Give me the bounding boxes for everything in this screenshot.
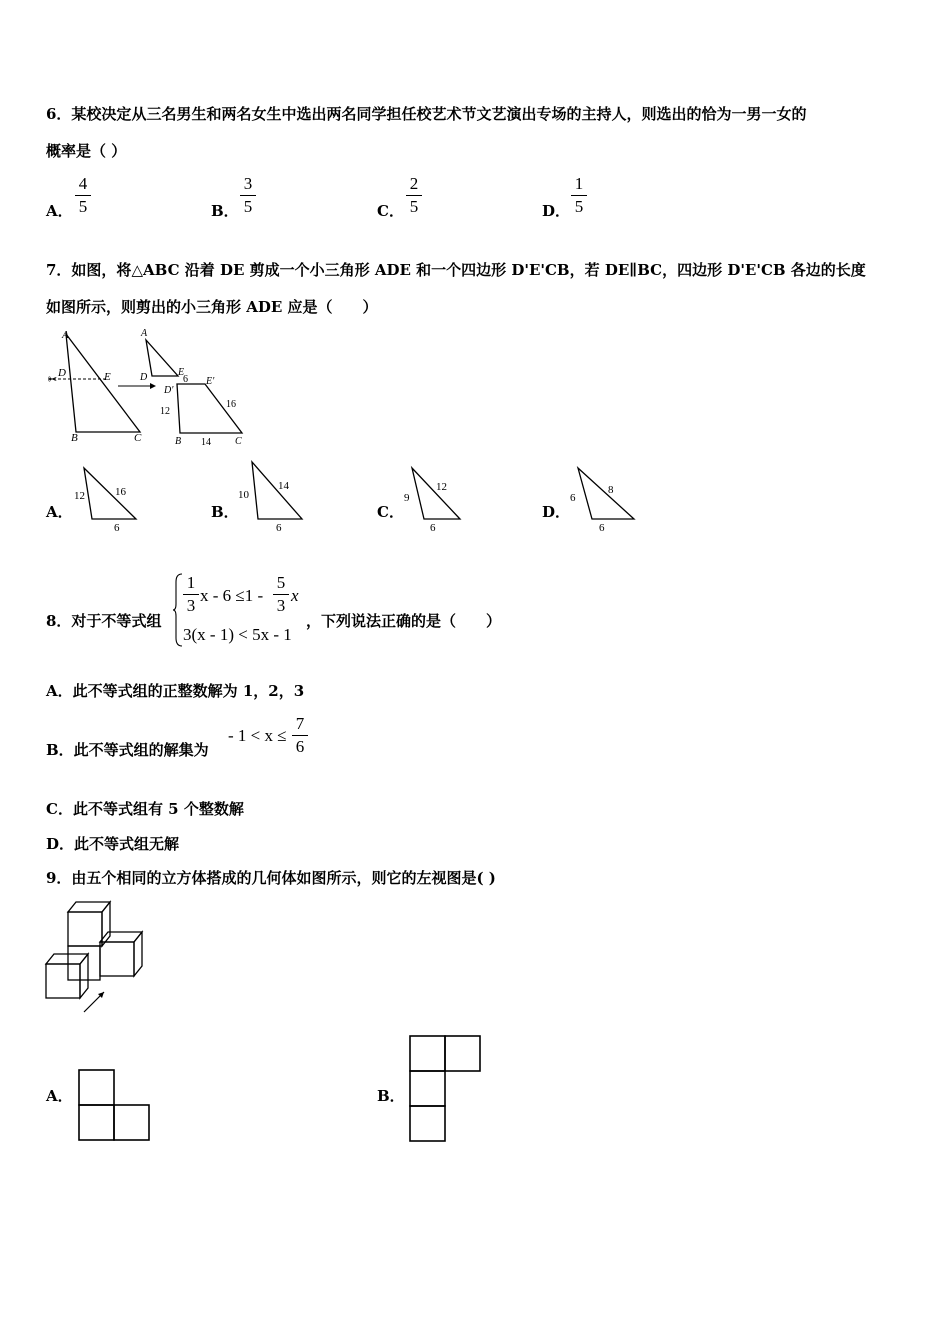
svg-text:16: 16 bbox=[115, 486, 126, 498]
svg-text:12: 12 bbox=[74, 490, 85, 502]
svg-text:14: 14 bbox=[278, 480, 289, 492]
q8-option-c[interactable]: C．此不等式组有 5 个整数解 bbox=[46, 800, 244, 818]
fraction: 2 5 bbox=[406, 174, 422, 217]
q8-suffix: ，下列说法正确的是（ ） bbox=[306, 612, 502, 630]
label-d2: D bbox=[140, 372, 148, 383]
q8-inequality-2: 3(x - 1) < 5x - 1 bbox=[183, 625, 292, 644]
left-view-a bbox=[78, 1069, 152, 1143]
svg-text:10: 10 bbox=[238, 489, 249, 501]
q7-figure bbox=[44, 326, 249, 450]
svg-text:6: 6 bbox=[276, 522, 282, 534]
label-c: C bbox=[134, 432, 142, 444]
left-view-b bbox=[409, 1035, 483, 1144]
svg-text:9: 9 bbox=[404, 492, 410, 504]
fraction: 3 5 bbox=[240, 174, 256, 217]
label-d: D bbox=[58, 367, 66, 379]
svg-text:6: 6 bbox=[599, 522, 605, 534]
svg-text:8: 8 bbox=[608, 484, 614, 496]
q7-stem-line1: 7．如图，将△ABC 沿着 DE 剪成一个小三角形 ADE 和一个四边形 D'E'CB，若 DE∥BC，四边形 D'E'CB 各边的长度 bbox=[46, 261, 866, 279]
triangle-d bbox=[568, 464, 640, 534]
q8-prefix: 8．对于不等式组 bbox=[46, 612, 162, 630]
q8-option-d[interactable]: D．此不等式组无解 bbox=[46, 835, 180, 853]
svg-text:6: 6 bbox=[570, 492, 576, 504]
svg-text:12: 12 bbox=[436, 481, 447, 493]
q8-option-a[interactable]: A．此不等式组的正整数解为 1，2，3 bbox=[46, 682, 305, 700]
label-6: 6 bbox=[183, 374, 188, 385]
q7-stem-line2: 如图所示，则剪出的小三角形 ADE 应是（ ） bbox=[46, 298, 378, 316]
triangle-a bbox=[70, 464, 142, 534]
label-e3: E' bbox=[206, 376, 215, 387]
label-14: 14 bbox=[201, 437, 211, 448]
svg-text:6: 6 bbox=[114, 522, 120, 534]
q6-stem-line1: 6．某校决定从三名男生和两名女生中选出两名同学担任校艺术节文艺演出专场的主持人，则选出的恰为一男一女的 bbox=[46, 105, 807, 123]
fraction: 4 5 bbox=[75, 174, 91, 217]
cube-stack-figure bbox=[44, 898, 148, 1016]
label-12: 12 bbox=[160, 406, 170, 417]
solution-set: - 1 < x ≤ bbox=[228, 726, 287, 745]
q6-stem-line2: 概率是（ ） bbox=[46, 142, 127, 160]
q9-stem: 9．由五个相同的立方体搭成的几何体如图所示，则它的左视图是( ) bbox=[46, 869, 496, 887]
label-c3: C bbox=[235, 436, 242, 447]
label-d3: D' bbox=[164, 385, 174, 396]
label-a2: A bbox=[141, 328, 148, 339]
svg-text:6: 6 bbox=[430, 522, 436, 534]
fraction: 7 6 bbox=[292, 714, 308, 757]
triangle-b bbox=[236, 458, 308, 534]
triangle-c bbox=[402, 464, 468, 534]
label-e: E bbox=[104, 371, 111, 383]
svg-text:✂: ✂ bbox=[48, 374, 58, 386]
label-b: B bbox=[71, 432, 78, 444]
label-a: A bbox=[62, 329, 69, 341]
fraction: 1 5 bbox=[571, 174, 587, 217]
label-b3: B bbox=[175, 436, 182, 447]
label-16: 16 bbox=[226, 399, 236, 410]
label-e2: E bbox=[178, 367, 185, 378]
